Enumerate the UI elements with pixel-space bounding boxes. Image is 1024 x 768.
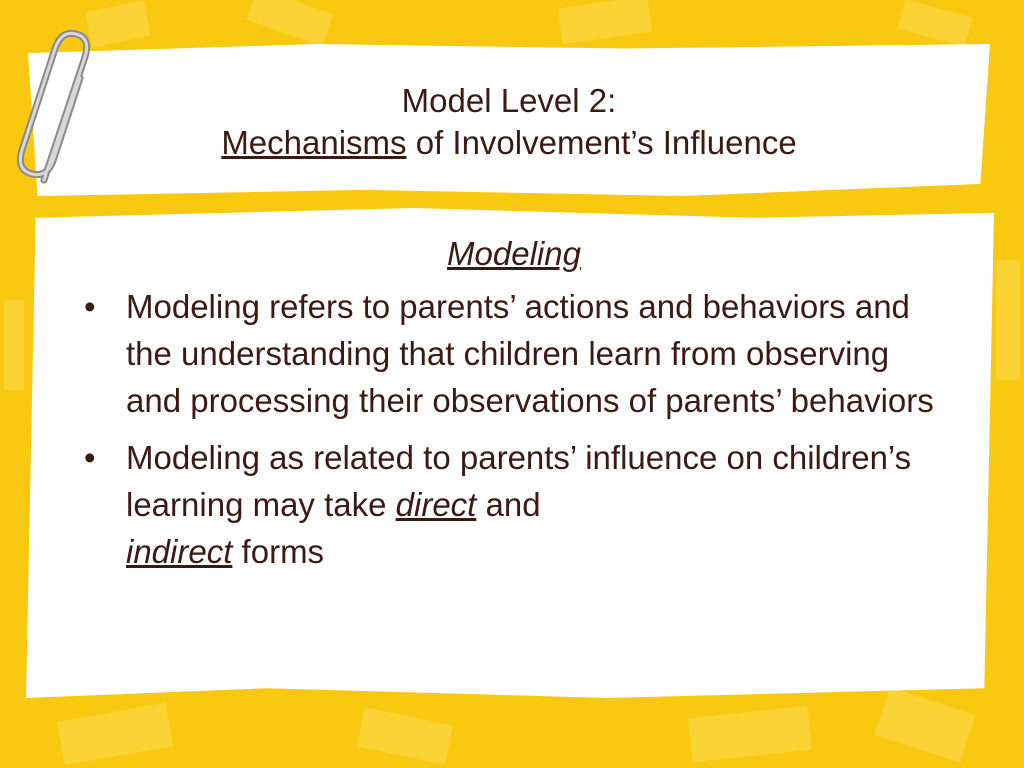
emphasis-indirect: indirect xyxy=(126,533,233,570)
bullet-marker: • xyxy=(84,439,96,476)
background-shape xyxy=(4,300,24,390)
title-line-2 xyxy=(28,122,990,164)
slide-title xyxy=(28,80,990,164)
title-underlined-word: Mechanisms xyxy=(221,124,407,161)
bullet-text-part-3: forms xyxy=(232,533,325,570)
background-shape xyxy=(57,703,173,765)
background-shape xyxy=(558,0,652,44)
title-line-1: Model Level 2: xyxy=(401,82,617,119)
background-shape xyxy=(897,0,972,47)
bullet-item xyxy=(84,434,944,575)
bullet-item xyxy=(84,283,944,424)
background-shape xyxy=(688,706,812,762)
emphasis-direct: direct xyxy=(395,486,477,523)
subheading xyxy=(84,230,944,277)
background-shape xyxy=(357,707,453,765)
bullet-list xyxy=(84,283,944,575)
background-shape xyxy=(874,687,975,762)
bullet-text-part-1: Modeling as related to parents’ influence on children’s learning may take xyxy=(126,439,912,523)
slide-body xyxy=(84,230,944,585)
subheading-text: Modeling xyxy=(447,235,581,272)
background-shape xyxy=(996,260,1020,380)
bullet-marker: • xyxy=(84,288,96,325)
background-shape xyxy=(247,0,334,47)
bullet-text-part-2: and xyxy=(476,486,541,523)
title-line-2-rest: of Involvement’s Influence xyxy=(406,124,797,161)
bullet-text: Modeling refers to parents’ actions and behaviors and the understanding that children learn from observing and processing their observations of parents’ behaviors xyxy=(126,288,934,419)
